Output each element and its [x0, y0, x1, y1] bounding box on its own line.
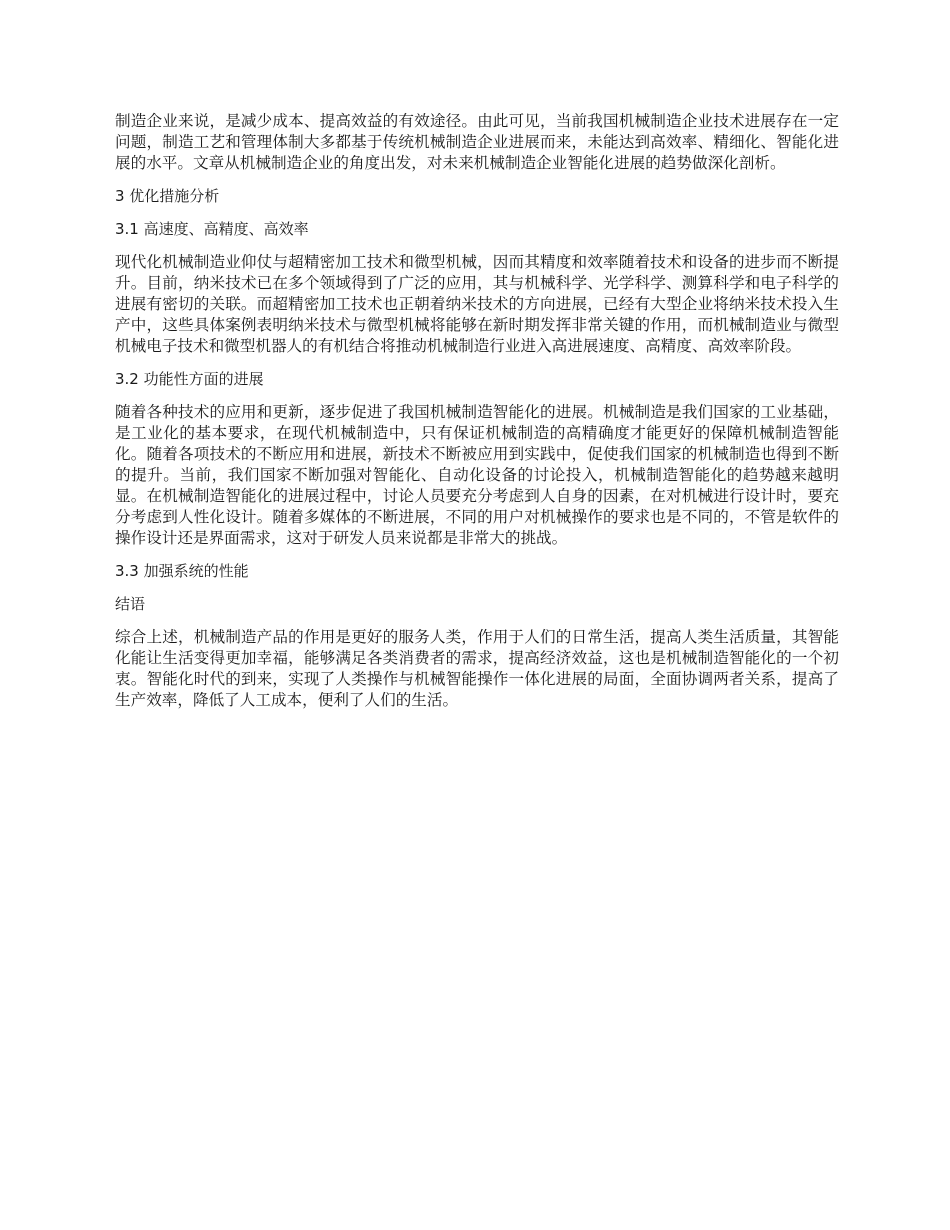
section-3-heading: 3 优化措施分析: [115, 187, 220, 205]
document-page: [115, 111, 839, 723]
section-3-1-paragraph: 现代化机械制造业仰仗与超精密加工技术和微型机械，因而其精度和效率随着技术和设备的进步而不断提升。目前，纳米技术已在多个领域得到了广泛的应用，其与机械科学、光学科学、测算科学和电子科学的进展有密切的关联。而超精密加工技术也正朝着纳米技术的方向进展，已经有大型企业将纳米技术投入生产中，这些具体案例表明纳米技术与微型机械将能够在新时期发挥非常关键的作用，而机械制造业与微型机械电子技术和微型机器人的有机结合将推动机械制造行业进入高进展速度、高精度、高效率阶段。: [115, 253, 839, 355]
conclusion-paragraph: 综合上述，机械制造产品的作用是更好的服务人类，作用于人们的日常生活，提高人类生活质量，其智能化能让生活变得更加幸福，能够满足各类消费者的需求，提高经济效益，这也是机械制造智能化的一个初衷。智能化时代的到来，实现了人类操作与机械智能操作一体化进展的局面，全面协调两者关系，提高了生产效率，降低了人工成本，便利了人们的生活。: [115, 628, 839, 709]
conclusion-heading: 结语: [115, 595, 146, 613]
section-3-2-paragraph: 随着各种技术的应用和更新，逐步促进了我国机械制造智能化的进展。机械制造是我们国家的工业基础，是工业化的基本要求，在现代机械制造中，只有保证机械制造的高精确度才能更好的保障机械制造智能化。随着各项技术的不断应用和进展，新技术不断被应用到实践中，促使我们国家的机械制造也得到不断的提升。当前，我们国家不断加强对智能化、自动化设备的讨论投入，机械制造智能化的趋势越来越明显。在机械制造智能化的进展过程中，讨论人员要充分考虑到人自身的因素，在对机械进行设计时，要充分考虑到人性化设计。随着多媒体的不断进展，不同的用户对机械操作的要求也是不同的，不管是软件的操作设计还是界面需求，这对于研发人员来说都是非常大的挑战。: [115, 403, 839, 547]
section-3-2-heading: 3.2 功能性方面的进展: [115, 370, 264, 388]
section-3-1-heading: 3.1 高速度、高精度、高效率: [115, 220, 309, 238]
intro-paragraph: 制造企业来说，是减少成本、提高效益的有效途径。由此可见，当前我国机械制造企业技术进展存在一定问题，制造工艺和管理体制大多都基于传统机械制造企业进展而来，未能达到高效率、精细化、智能化进展的水平。文章从机械制造企业的角度出发，对未来机械制造企业智能化进展的趋势做深化剖析。: [115, 112, 839, 172]
section-3-3-heading: 3.3 加强系统的性能: [115, 562, 249, 580]
